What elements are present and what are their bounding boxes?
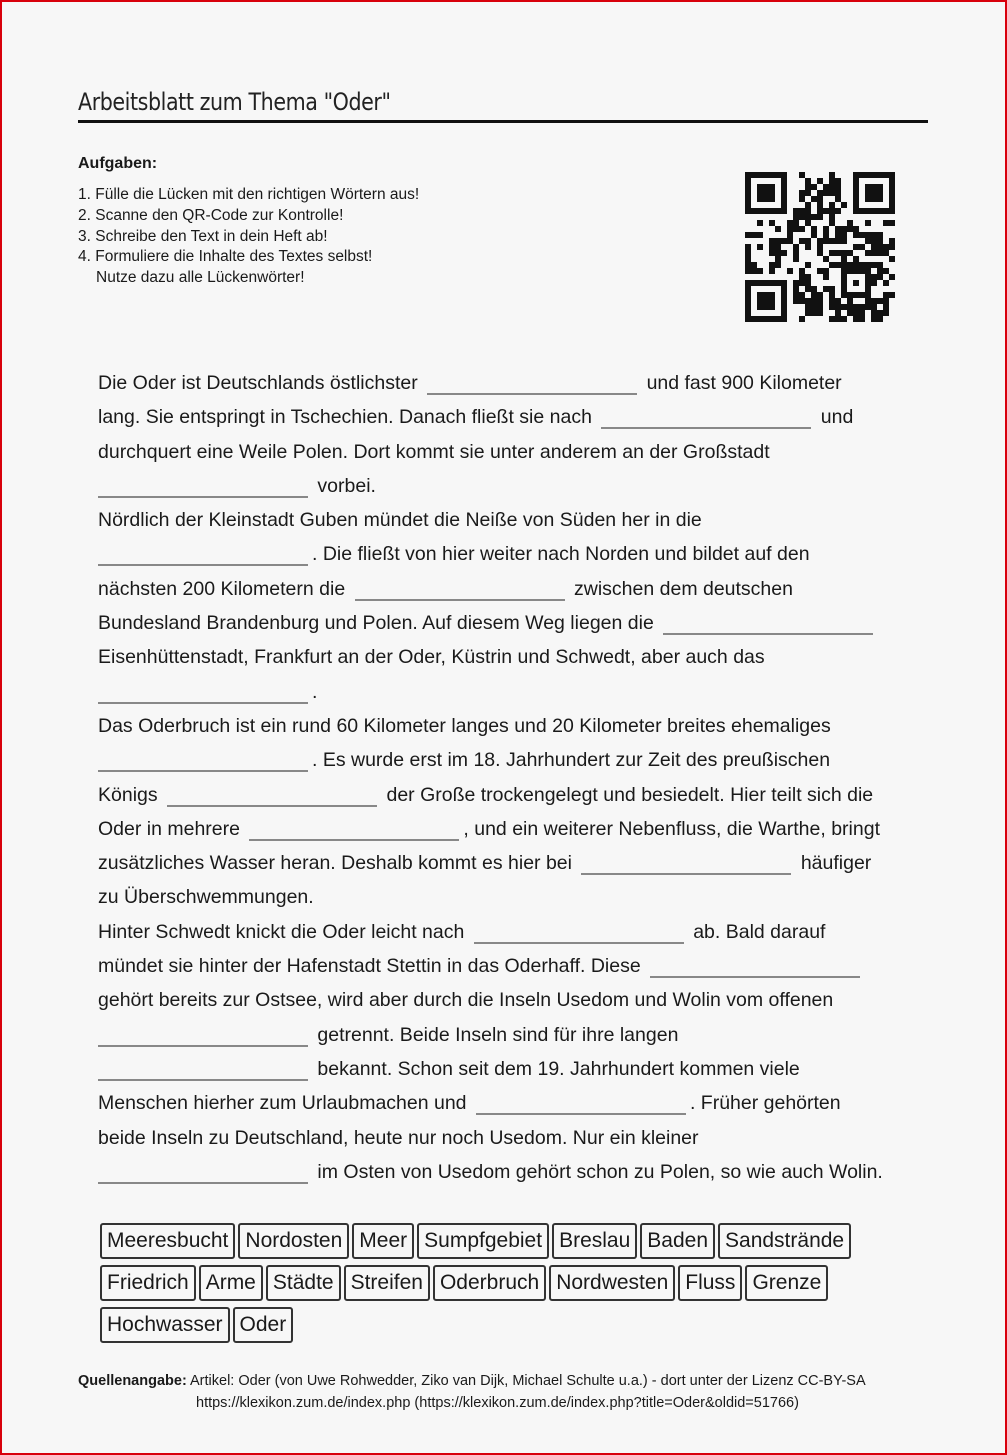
text-segment: bekannt. Schon seit dem 19. Jahrhundert kommen viele bbox=[317, 1057, 800, 1080]
blank-field[interactable] bbox=[474, 922, 684, 944]
word-chip[interactable]: Oderbruch bbox=[433, 1265, 546, 1301]
text-segment: gehört bereits zur Ostsee, wird aber durch die Inseln Usedom und Wolin vom offenen bbox=[98, 989, 834, 1012]
text-segment: Bundesland Brandenburg und Polen. Auf diesem Weg liegen die bbox=[98, 612, 654, 635]
word-chip[interactable]: Sumpfgebiet bbox=[417, 1223, 549, 1259]
qr-code[interactable] bbox=[745, 171, 895, 323]
blank-field[interactable] bbox=[427, 373, 637, 395]
worksheet-title: Arbeitsblatt zum Thema "Oder" bbox=[78, 88, 391, 116]
word-chip[interactable]: Friedrich bbox=[100, 1265, 196, 1301]
word-chip[interactable]: Fluss bbox=[678, 1265, 742, 1301]
text-segment: durchquert eine Weile Polen. Dort kommt sie unter anderem an der Großstadt bbox=[98, 440, 770, 463]
word-chip[interactable]: Streifen bbox=[344, 1265, 430, 1301]
text-segment: zusätzliches Wasser heran. Deshalb kommt es hier bei bbox=[98, 852, 572, 875]
task-item: 3. Schreibe den Text in dein Heft ab! bbox=[78, 227, 328, 245]
blank-field[interactable] bbox=[98, 1025, 308, 1047]
text-segment: Hinter Schwedt knickt die Oder leicht nach bbox=[98, 920, 465, 943]
word-chip[interactable]: Breslau bbox=[552, 1223, 637, 1259]
text-segment: und fast 900 Kilometer bbox=[646, 372, 842, 394]
source-attribution bbox=[78, 1370, 938, 1414]
blank-field[interactable] bbox=[98, 476, 308, 498]
text-segment: getrennt. Beide Inseln sind für ihre langen bbox=[317, 1023, 679, 1046]
blank-field[interactable] bbox=[581, 853, 791, 875]
word-chip[interactable]: Meer bbox=[352, 1223, 414, 1259]
task-item: 1. Fülle die Lücken mit den richtigen Wörtern aus! bbox=[78, 186, 420, 203]
word-chip[interactable]: Oder bbox=[233, 1307, 294, 1343]
word-chip[interactable]: Städte bbox=[266, 1265, 341, 1301]
text-segment: Die Oder ist Deutschlands östlichster bbox=[98, 372, 418, 394]
text-segment: beide Inseln zu Deutschland, heute nur noch Usedom. Nur ein kleiner bbox=[98, 1126, 699, 1149]
text-segment: , und ein weiterer Nebenfluss, die Warthe, bringt bbox=[463, 817, 880, 840]
blank-field[interactable] bbox=[98, 1162, 308, 1184]
text-segment: Das Oderbruch ist ein rund 60 Kilometer langes und 20 Kilometer breites ehemaliges bbox=[98, 714, 831, 737]
word-chip[interactable]: Meeresbucht bbox=[100, 1223, 235, 1259]
text-segment: nächsten 200 Kilometern die bbox=[98, 577, 346, 600]
title-underline bbox=[78, 120, 928, 123]
text-segment: ab. Bald darauf bbox=[693, 920, 826, 943]
blank-field[interactable] bbox=[476, 1093, 686, 1115]
task-list bbox=[78, 185, 419, 289]
word-chip[interactable]: Baden bbox=[640, 1223, 715, 1259]
text-segment: Menschen hierher zum Urlaubmachen und bbox=[98, 1092, 467, 1115]
word-chip[interactable]: Nordwesten bbox=[549, 1265, 675, 1301]
text-segment: im Osten von Usedom gehört schon zu Polen, so wie auch Wolin. bbox=[317, 1160, 883, 1183]
blank-field[interactable] bbox=[98, 750, 308, 772]
blank-field[interactable] bbox=[167, 785, 377, 807]
text-segment: der Große trockengelegt und besiedelt. Hier teilt sich die bbox=[386, 783, 874, 806]
blank-field[interactable] bbox=[98, 1059, 308, 1081]
text-segment: vorbei. bbox=[317, 474, 376, 497]
text-segment: . bbox=[312, 680, 318, 703]
word-chip[interactable]: Arme bbox=[199, 1265, 263, 1301]
source-text: Artikel: Oder (von Uwe Rohwedder, Ziko van Dijk, Michael Schulte u.a.) - dort unter der Lizenz CC-BY-SA bbox=[190, 1373, 866, 1389]
text-segment: häufiger bbox=[800, 852, 872, 875]
text-segment: . Es wurde erst im 18. Jahrhundert zur Zeit des preußischen bbox=[312, 749, 831, 772]
word-bank bbox=[100, 1223, 920, 1349]
word-chip[interactable]: Nordosten bbox=[238, 1223, 349, 1259]
source-label: Quellenangabe: bbox=[78, 1373, 187, 1389]
blank-field[interactable] bbox=[650, 956, 860, 978]
task-item-continuation: Nutze dazu alle Lückenwörter! bbox=[96, 269, 305, 287]
text-segment: lang. Sie entspringt in Tschechien. Danach fließt sie nach bbox=[98, 406, 592, 429]
text-segment: zwischen dem deutschen bbox=[574, 577, 793, 600]
source-link[interactable]: https://klexikon.zum.de/index.php (https://klexikon.zum.de/index.php?title=Oder&oldid=51766) bbox=[196, 1395, 799, 1411]
blank-field[interactable] bbox=[98, 682, 308, 704]
word-chip[interactable]: Sandstrände bbox=[718, 1223, 851, 1259]
word-bank-row bbox=[100, 1265, 920, 1307]
blank-field[interactable] bbox=[249, 819, 459, 841]
text-segment: Königs bbox=[98, 783, 158, 806]
text-segment: Eisenhüttenstadt, Frankfurt an der Oder, Küstrin und Schwedt, aber auch das bbox=[98, 646, 765, 669]
text-segment: und bbox=[820, 406, 854, 429]
tasks-heading: Aufgaben: bbox=[78, 155, 158, 172]
task-item: 4. Formuliere die Inhalte des Textes selbst! bbox=[78, 248, 373, 266]
blank-field[interactable] bbox=[663, 613, 873, 635]
text-segment: Oder in mehrere bbox=[98, 817, 240, 840]
text-segment: mündet sie hinter der Hafenstadt Stettin in das Oderhaff. Diese bbox=[98, 955, 641, 978]
text-segment: zu Überschwemmungen. bbox=[98, 886, 314, 909]
blank-field[interactable] bbox=[601, 407, 811, 429]
blank-field[interactable] bbox=[98, 544, 308, 566]
word-chip[interactable]: Hochwasser bbox=[100, 1307, 230, 1343]
text-segment: . Die fließt von hier weiter nach Norden und bildet auf den bbox=[312, 543, 810, 566]
task-item: 2. Scanne den QR-Code zur Kontrolle! bbox=[78, 206, 344, 224]
text-segment: . Früher gehörten bbox=[689, 1092, 841, 1115]
blank-field[interactable] bbox=[355, 579, 565, 601]
word-bank-row bbox=[100, 1307, 920, 1349]
word-bank-row bbox=[100, 1223, 920, 1265]
cloze-text bbox=[98, 366, 928, 1189]
word-chip[interactable]: Grenze bbox=[745, 1265, 828, 1301]
text-segment: Nördlich der Kleinstadt Guben mündet die Neiße von Süden her in die bbox=[98, 509, 702, 532]
